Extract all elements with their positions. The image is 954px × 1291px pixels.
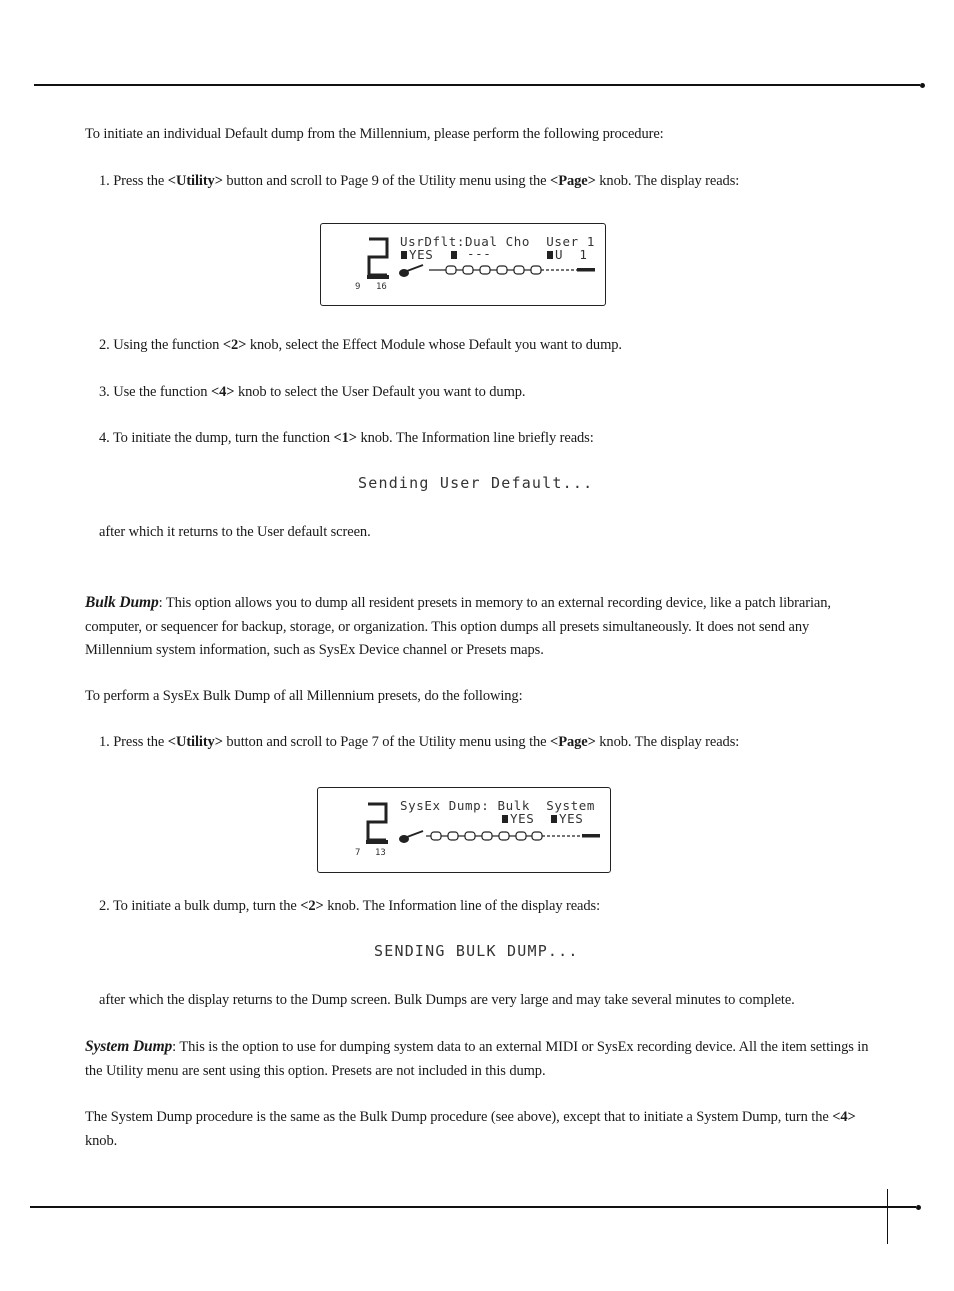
guitar-icon bbox=[400, 831, 423, 842]
utility-button-ref: <Utility> bbox=[167, 173, 223, 189]
page-knob-ref: <Page> bbox=[550, 734, 596, 750]
bulk-step-1: 1. Press the <Utility> button and scroll to Page 7 of the Utility menu using the <Page> knob. The display reads: bbox=[99, 734, 740, 750]
bottom-rule-dot bbox=[916, 1205, 921, 1210]
system-procedure-paragraph: The System Dump procedure is the same as the Bulk Dump procedure (see above), except that to initiate a System Dump, turn the <4> knob. bbox=[85, 1109, 856, 1149]
top-rule-dot bbox=[920, 83, 925, 88]
info-line-sending-user-default: Sending User Default... bbox=[358, 474, 594, 492]
knob-4-ref: <4> bbox=[832, 1109, 856, 1125]
bulk-dump-term: Bulk Dump bbox=[85, 594, 159, 611]
knob-1-ref: <1> bbox=[333, 430, 357, 446]
system-dump-term: System Dump bbox=[85, 1038, 173, 1055]
output-bar bbox=[577, 268, 595, 272]
page-knob-ref: <Page> bbox=[550, 173, 596, 189]
bulk-dump-paragraph: Bulk Dump: This option allows you to dump all resident presets in memory to an external recording device, like a patch librarian, computer, or sequencer for backup, storage, or organization. This option dumps all presets simultaneously. It does not send any Millennium system information, such as SysEx Device channel or Presets maps. bbox=[85, 594, 831, 658]
knob-4-ref: <4> bbox=[210, 384, 235, 400]
big-digit-2 bbox=[368, 804, 386, 840]
bulk-after-text: after which the display returns to the Dump screen. Bulk Dumps are very large and may take several minutes to complete. bbox=[99, 992, 795, 1008]
cursor-block bbox=[502, 815, 508, 823]
default-after-text: after which it returns to the User default screen. bbox=[99, 524, 371, 540]
page-number: 7 bbox=[355, 848, 361, 858]
big-digit-underline bbox=[367, 275, 389, 279]
system-dump-paragraph: System Dump: This is the option to use for dumping system data to an external MIDI or SysEx recording device. All the item settings in the Utility menu are sent using this option. Presets are not included in this dump. bbox=[85, 1038, 869, 1079]
lcd-line-2-dashes: --- bbox=[467, 246, 492, 261]
lcd-display-sysex-dump bbox=[317, 787, 611, 873]
crop-mark-vertical bbox=[887, 1189, 888, 1244]
page-total: 13 bbox=[375, 848, 386, 858]
page-number: 9 bbox=[355, 282, 361, 292]
cursor-block bbox=[551, 815, 557, 823]
lcd-display-user-default bbox=[320, 223, 606, 306]
big-digit-underline bbox=[366, 840, 388, 844]
info-line-sending-bulk-dump: SENDING BULK DUMP... bbox=[374, 942, 579, 960]
page-total: 16 bbox=[376, 282, 387, 292]
bulk-step-2: 2. To initiate a bulk dump, turn the <2> knob. The Information line of the display reads: bbox=[99, 898, 601, 914]
cursor-block bbox=[451, 251, 457, 259]
default-step-2: 2. Using the function <2> knob, select the Effect Module whose Default you want to dump. bbox=[99, 337, 622, 353]
knob-2-ref: <2> bbox=[300, 898, 324, 914]
top-rule bbox=[34, 84, 920, 86]
effect-chain-icon bbox=[426, 832, 582, 840]
lcd-line-2-user: U 1 bbox=[555, 247, 588, 262]
lcd-line-2-yes: YES bbox=[409, 247, 434, 262]
knob-2-ref: <2> bbox=[222, 337, 247, 353]
lcd-line-2-bulk-yes: YES bbox=[510, 811, 535, 826]
cursor-block bbox=[401, 251, 407, 259]
default-step-3: 3. Use the function <4> knob to select the User Default you want to dump. bbox=[99, 384, 526, 400]
lcd-line-1: SysEx Dump: Bulk System bbox=[400, 798, 596, 813]
intro-paragraph: To initiate an individual Default dump from the Millennium, please perform the following procedure: bbox=[85, 126, 664, 142]
default-step-1: 1. Press the <Utility> button and scroll to Page 9 of the Utility menu using the <Page> knob. The display reads: bbox=[99, 173, 740, 189]
effect-chain-icon bbox=[429, 266, 577, 274]
bulk-perform-text: To perform a SysEx Bulk Dump of all Millennium presets, do the following: bbox=[85, 688, 523, 704]
cursor-block bbox=[547, 251, 553, 259]
big-digit-2 bbox=[369, 239, 387, 275]
guitar-icon bbox=[400, 265, 423, 276]
utility-button-ref: <Utility> bbox=[167, 734, 223, 750]
bottom-rule bbox=[30, 1206, 916, 1208]
output-bar bbox=[582, 834, 600, 838]
lcd-line-2-system-yes: YES bbox=[559, 811, 584, 826]
default-step-4: 4. To initiate the dump, turn the function <1> knob. The Information line briefly reads: bbox=[99, 430, 594, 446]
lcd-line-1: UsrDflt:Dual Cho User 1 bbox=[400, 234, 596, 249]
